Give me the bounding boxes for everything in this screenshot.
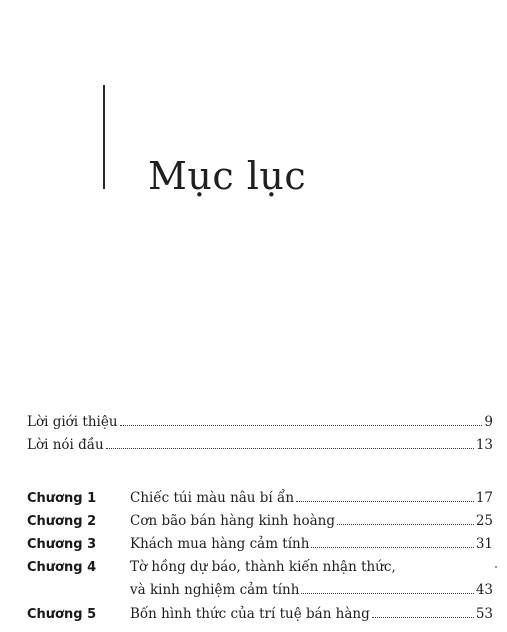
chapter-label: Chương 2: [27, 514, 97, 529]
chapter-title: Cơn bão bán hàng kinh hoàng: [130, 513, 335, 529]
toc-page-number: 9: [484, 414, 493, 430]
dot-leader: [301, 593, 473, 594]
toc-chapter-3[interactable]: [27, 530, 493, 552]
chapter-title: Bốn hình thức của trí tuệ bán hàng: [130, 606, 370, 622]
page-title: Mục lục: [148, 154, 307, 198]
toc-page-number: 43: [475, 582, 493, 598]
chapter-title: Tờ hồng dự báo, thành kiến nhận thức,: [130, 559, 396, 575]
toc-entry-text: Lời nói đầu: [27, 437, 104, 453]
toc-page-number: 17: [475, 490, 493, 506]
toc-chapter-2[interactable]: [27, 507, 493, 529]
chapter-label: Chương 5: [27, 607, 97, 622]
paper-speck: [495, 566, 497, 568]
dot-leader: [372, 617, 474, 618]
toc-page-number: 25: [475, 513, 493, 529]
dot-leader: [106, 448, 474, 449]
chapter-label: Chương 4: [27, 560, 97, 575]
dot-leader: [337, 524, 474, 525]
chapter-title: Chiếc túi màu nâu bí ẩn: [130, 490, 295, 506]
chapter-title: Khách mua hàng cảm tính: [130, 536, 310, 552]
toc-page-number: 53: [475, 606, 493, 622]
dot-leader: [296, 501, 474, 502]
toc-chapter-4-line-2[interactable]: [130, 576, 493, 598]
toc-entry-intro[interactable]: [27, 408, 493, 430]
dot-leader: [120, 425, 483, 426]
chapter-title-continued: và kinh nghiệm cảm tính: [130, 582, 300, 598]
vertical-rule: [103, 85, 105, 189]
dot-leader: [311, 547, 473, 548]
chapter-label: Chương 3: [27, 537, 97, 552]
toc-entry-text: Lời giới thiệu: [27, 414, 118, 430]
toc-page-number: 13: [475, 437, 493, 453]
toc-chapter-1[interactable]: [27, 484, 493, 506]
chapter-label: Chương 1: [27, 491, 97, 506]
toc-chapter-5[interactable]: [27, 600, 493, 622]
toc-chapter-4-line-1[interactable]: [27, 553, 493, 575]
toc-entry-preface[interactable]: [27, 431, 493, 453]
toc-page-number: 31: [475, 536, 493, 552]
